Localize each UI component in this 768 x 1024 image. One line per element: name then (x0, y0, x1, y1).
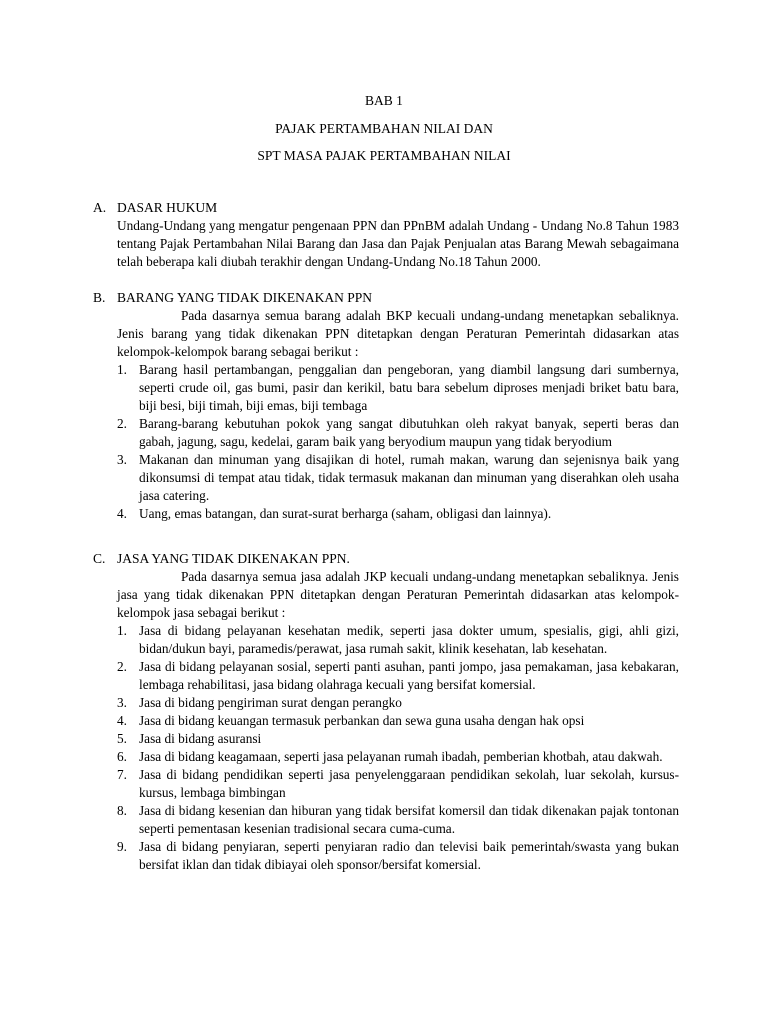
list-item-number: 2. (117, 659, 127, 674)
title-line-2: SPT MASA PAJAK PERTAMBAHAN NILAI (257, 148, 511, 163)
list-item-text: Jasa di bidang pelayanan kesehatan medik, seperti jasa dokter umum, spesialis, gigi, ahli gizi, bidan/dukun bayi, paramedis/perawat, jasa rumah sakit, klinik kesehatan, lab kesehatan. (139, 623, 679, 656)
section-a-body: Undang-Undang yang mengatur pengenaan PPN dan PPnBM adalah Undang - Undang No.8 Tahun 1983 tentang Pajak Pertambahan Nilai Barang dan Jasa dan Pajak Penjualan atas Barang Mewah sebagaimana telah beberapa kali diubah terakhir dengan Undang-Undang No.18 Tahun 2000. (117, 218, 679, 269)
section-c-letter: C. (93, 551, 106, 566)
list-item-number: 3. (117, 695, 127, 710)
list-item (93, 505, 679, 523)
list-item (93, 622, 679, 658)
section-c-intro: Pada dasarnya semua jasa adalah JKP kecuali undang-undang menetapkan sebaliknya. Jenis jasa yang tidak dikenakan PPN ditetapkan dengan Peraturan Pemerintah didasarkan atas kelompok-kelompok jasa sebagai berikut : (117, 569, 679, 620)
section-b (93, 289, 679, 523)
list-item-text: Jasa di bidang kesenian dan hiburan yang tidak bersifat komersil dan tidak dikenakan pajak tontonan seperti pementasan kesenian tradisional secara cuma-cuma. (139, 803, 679, 836)
list-item (93, 766, 679, 802)
section-c (93, 550, 679, 874)
list-item-text: Jasa di bidang pelayanan sosial, seperti panti asuhan, panti jompo, jasa pemakaman, jasa kebakaran, lembaga rehabilitasi, jasa bidang olahraga kecuali yang bersifat komersial. (139, 659, 679, 692)
section-b-list (93, 361, 679, 523)
list-item (93, 451, 679, 505)
section-b-heading (93, 289, 679, 307)
section-b-title: BARANG YANG TIDAK DIKENAKAN PPN (117, 290, 373, 305)
section-b-intro: Pada dasarnya semua barang adalah BKP kecuali undang-undang menetapkan sebaliknya. Jenis barang yang tidak dikenakan PPN ditetapkan dengan Peraturan Pemerintah didasarkan atas kelompok-kelompok barang sebagai berikut : (117, 308, 679, 359)
list-item-number: 4. (117, 713, 127, 728)
section-c-heading (93, 550, 679, 568)
section-a-heading (93, 199, 679, 217)
list-item-text: Jasa di bidang pengiriman surat dengan perangko (139, 695, 402, 710)
list-item-text: Jasa di bidang pendidikan seperti jasa penyelenggaraan pendidikan sekolah, luar sekolah, kursus-kursus, lembaga bimbingan (139, 767, 679, 800)
list-item-text: Makanan dan minuman yang disajikan di hotel, rumah makan, warung dan sejenisnya baik yang dikonsumsi di tempat atau tidak, tidak termasuk makanan dan minuman yang diserahkan oleh usaha jasa catering. (139, 452, 679, 503)
list-item (93, 712, 679, 730)
list-item (93, 802, 679, 838)
list-item-number: 4. (117, 506, 127, 521)
list-item-text: Jasa di bidang penyiaran, seperti penyiaran radio dan televisi baik pemerintah/swasta yang bukan bersifat iklan dan tidak dibiayai oleh sponsor/bersifat komersial. (139, 839, 679, 872)
section-a (93, 199, 679, 271)
list-item (93, 361, 679, 415)
list-item-number: 1. (117, 362, 127, 377)
list-item-text: Jasa di bidang keagamaan, seperti jasa pelayanan rumah ibadah, pemberian khotbah, atau dakwah. (139, 749, 663, 764)
list-item-number: 6. (117, 749, 127, 764)
list-item (93, 658, 679, 694)
list-item-number: 5. (117, 731, 127, 746)
list-item (93, 415, 679, 451)
list-item-number: 9. (117, 839, 127, 854)
list-item (93, 730, 679, 748)
section-a-title: DASAR HUKUM (117, 200, 218, 215)
list-item-text: Jasa di bidang asuransi (139, 731, 262, 746)
list-item-text: Barang-barang kebutuhan pokok yang sangat dibutuhkan oleh rakyat banyak, seperti beras dan gabah, jagung, sagu, kedelai, garam baik yang beryodium maupun yang tidak beryodium (139, 416, 679, 449)
section-c-title: JASA YANG TIDAK DIKENAKAN PPN. (117, 551, 350, 566)
section-a-letter: A. (93, 200, 107, 215)
list-item-number: 8. (117, 803, 127, 818)
list-item (93, 694, 679, 712)
list-item-text: Uang, emas batangan, dan surat-surat berharga (saham, obligasi dan lainnya). (139, 506, 552, 521)
list-item-number: 3. (117, 452, 127, 467)
section-b-letter: B. (93, 290, 106, 305)
section-c-list (93, 622, 679, 874)
list-item (93, 838, 679, 874)
list-item-text: Jasa di bidang keuangan termasuk perbankan dan sewa guna usaha dengan hak opsi (139, 713, 585, 728)
list-item (93, 748, 679, 766)
list-item-number: 1. (117, 623, 127, 638)
chapter-heading: BAB 1 (365, 93, 403, 108)
list-item-number: 7. (117, 767, 127, 782)
title-line-1: PAJAK PERTAMBAHAN NILAI DAN (275, 121, 493, 136)
list-item-number: 2. (117, 416, 127, 431)
list-item-text: Barang hasil pertambangan, penggalian dan pengeboran, yang diambil langsung dari sumbernya, seperti crude oil, gas bumi, pasir dan kerikil, batu bara sebelum diproses menjadi briket batu bara, biji besi, biji timah, biji emas, biji tembaga (139, 362, 679, 413)
